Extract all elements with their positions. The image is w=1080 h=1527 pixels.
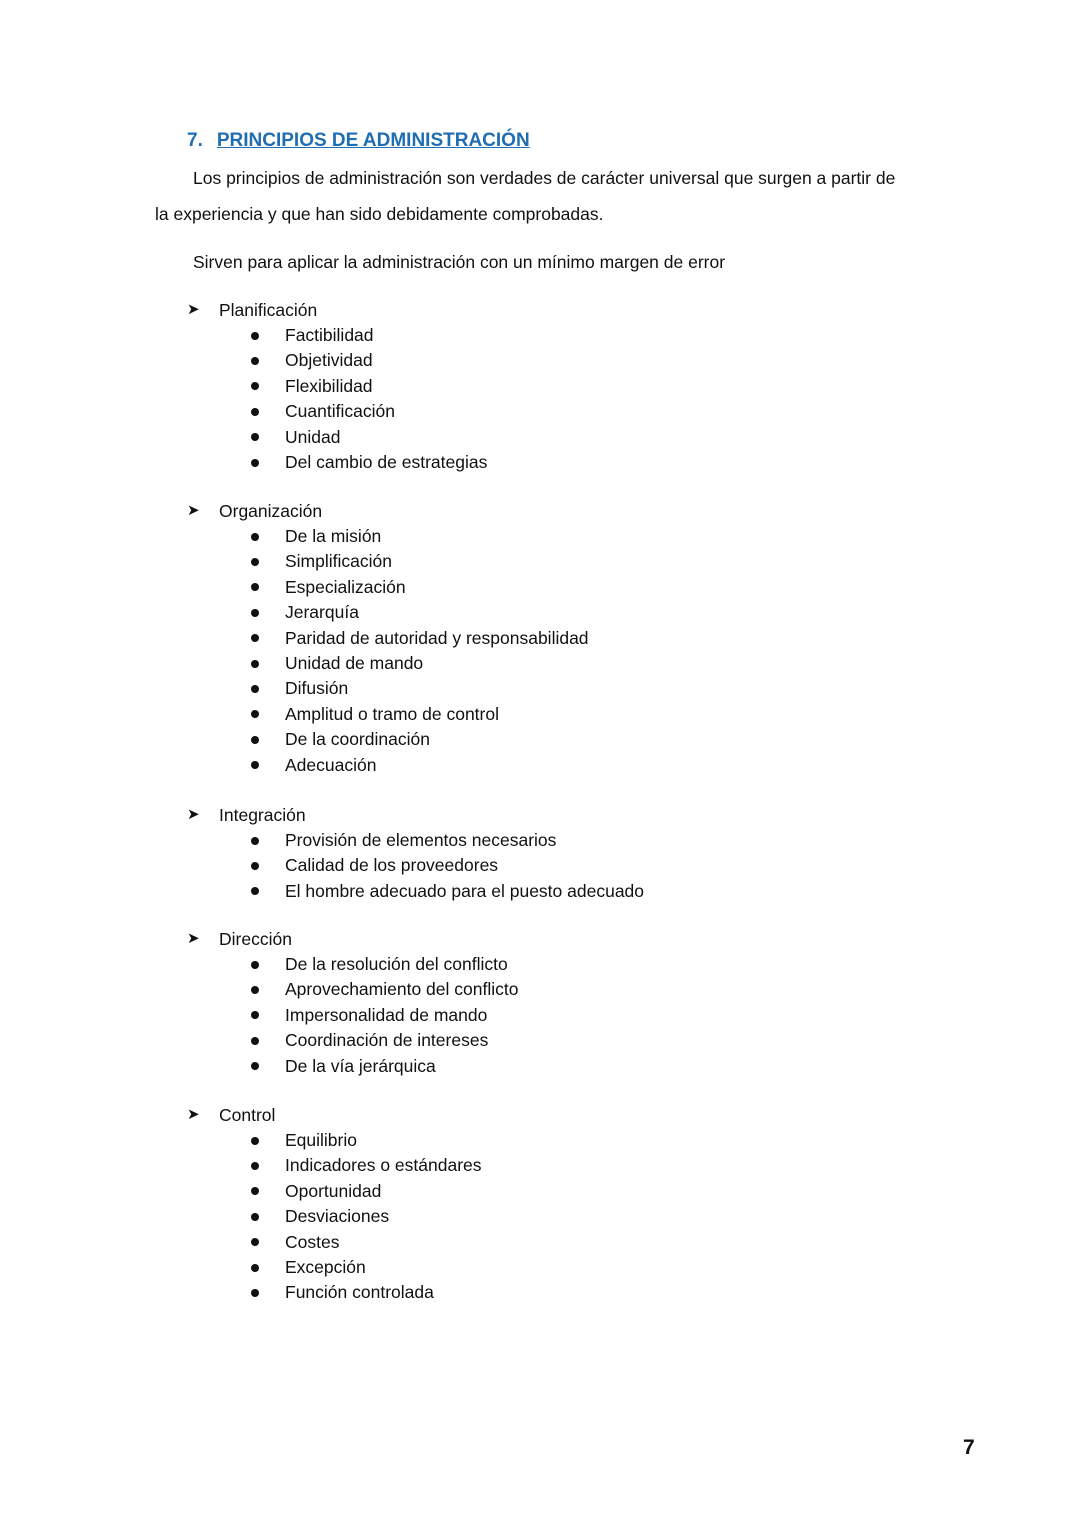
group-title-label: Integración bbox=[219, 805, 306, 825]
arrow-bullet-icon: ➤ bbox=[187, 930, 200, 947]
group-title bbox=[187, 802, 947, 828]
list-item bbox=[187, 727, 947, 752]
bullet-icon bbox=[251, 986, 259, 994]
bullet-icon bbox=[251, 761, 259, 769]
list-item bbox=[187, 524, 947, 549]
bullet-icon bbox=[251, 1264, 259, 1272]
list-item-label: Costes bbox=[285, 1231, 340, 1252]
list-item-label: Paridad de autoridad y responsabilidad bbox=[285, 627, 589, 648]
list-item bbox=[187, 828, 947, 853]
bullet-icon bbox=[251, 1238, 259, 1246]
list-item bbox=[187, 1028, 947, 1053]
group-title bbox=[187, 297, 947, 323]
page-number: 7 bbox=[963, 1436, 975, 1459]
list-item-label: Impersonalidad de mando bbox=[285, 1004, 488, 1025]
list-item bbox=[187, 952, 947, 977]
list-item bbox=[187, 853, 947, 878]
list-item-label: Objetividad bbox=[285, 350, 373, 371]
bullet-icon bbox=[251, 887, 259, 895]
bullet-icon bbox=[251, 459, 259, 467]
bullet-icon bbox=[251, 408, 259, 416]
list-item bbox=[187, 651, 947, 676]
bullet-icon bbox=[251, 609, 259, 617]
bullet-icon bbox=[251, 1213, 259, 1221]
list-item-label: Indicadores o estándares bbox=[285, 1155, 482, 1176]
list-item bbox=[187, 1230, 947, 1255]
list-item bbox=[187, 600, 947, 625]
list-item bbox=[187, 374, 947, 399]
principle-group-planificacion bbox=[187, 297, 947, 475]
group-title-label: Organización bbox=[219, 501, 323, 521]
intro-paragraph-line-2: la experiencia y que han sido debidamente comprobadas. bbox=[155, 204, 604, 224]
list-item-label: Cuantificación bbox=[285, 401, 395, 422]
list-item bbox=[187, 1128, 947, 1153]
bullet-icon bbox=[251, 710, 259, 718]
list-item-label: Oportunidad bbox=[285, 1180, 382, 1201]
bullet-icon bbox=[251, 558, 259, 566]
purpose-paragraph: Sirven para aplicar la administración con un mínimo margen de error bbox=[193, 252, 726, 272]
list-item-label: Provisión de elementos necesarios bbox=[285, 830, 557, 850]
list-item-label: Excepción bbox=[285, 1256, 366, 1277]
list-item-label: De la coordinación bbox=[285, 729, 430, 750]
list-item-label: De la misión bbox=[285, 526, 382, 546]
principle-group-direccion bbox=[187, 926, 947, 1079]
principle-group-control bbox=[187, 1102, 947, 1306]
list-item-label: Amplitud o tramo de control bbox=[285, 703, 499, 724]
list-item bbox=[187, 1153, 947, 1178]
bullet-icon bbox=[251, 1289, 259, 1297]
section-number: 7. bbox=[187, 130, 203, 151]
list-item-label: Adecuación bbox=[285, 754, 377, 775]
list-item-label: El hombre adecuado para el puesto adecuado bbox=[285, 880, 645, 901]
section-title: PRINCIPIOS DE ADMINISTRACIÓN bbox=[216, 130, 530, 151]
arrow-bullet-icon: ➤ bbox=[187, 301, 200, 318]
list-item-label: Flexibilidad bbox=[285, 375, 373, 396]
list-item bbox=[187, 676, 947, 701]
list-item bbox=[187, 1054, 947, 1079]
list-item-label: Difusión bbox=[285, 678, 349, 699]
arrow-bullet-icon: ➤ bbox=[187, 806, 200, 823]
list-item bbox=[187, 323, 947, 348]
bullet-icon bbox=[251, 1162, 259, 1170]
list-item bbox=[187, 1204, 947, 1229]
list-item-label: Aprovechamiento del conflicto bbox=[285, 979, 519, 1000]
bullet-icon bbox=[251, 660, 259, 668]
bullet-icon bbox=[251, 332, 259, 340]
list-item-label: De la resolución del conflicto bbox=[285, 954, 508, 974]
group-title-label: Planificación bbox=[219, 300, 318, 320]
principle-group-organizacion bbox=[187, 498, 947, 778]
bullet-icon bbox=[251, 1137, 259, 1145]
list-item bbox=[187, 1003, 947, 1028]
bullet-icon bbox=[251, 1011, 259, 1019]
principle-group-integracion bbox=[187, 802, 947, 904]
list-item bbox=[187, 549, 947, 574]
section-heading bbox=[187, 130, 530, 152]
list-item bbox=[187, 450, 947, 475]
bullet-icon bbox=[251, 433, 259, 441]
list-item bbox=[187, 575, 947, 600]
list-item-label: Función controlada bbox=[285, 1282, 434, 1303]
list-item-label: Desviaciones bbox=[285, 1206, 390, 1227]
bullet-icon bbox=[251, 583, 259, 591]
list-item bbox=[187, 399, 947, 424]
list-item-label: Unidad bbox=[285, 426, 341, 447]
list-item-label: Simplificación bbox=[285, 551, 392, 572]
list-item-label: Equilibrio bbox=[285, 1130, 357, 1150]
list-item bbox=[187, 1179, 947, 1204]
list-item-label: Especialización bbox=[285, 576, 406, 597]
intro-paragraph-line-1: Los principios de administración son verdades de carácter universal que surgen a partir de bbox=[193, 168, 896, 188]
list-item-label: De la vía jerárquica bbox=[285, 1055, 436, 1076]
bullet-icon bbox=[251, 533, 259, 541]
list-item-label: Calidad de los proveedores bbox=[285, 855, 499, 876]
bullet-icon bbox=[251, 382, 259, 390]
list-item bbox=[187, 1255, 947, 1280]
bullet-icon bbox=[251, 634, 259, 642]
group-title-label: Control bbox=[219, 1105, 276, 1125]
list-item-label: Jerarquía bbox=[285, 602, 359, 623]
list-item bbox=[187, 702, 947, 727]
bullet-icon bbox=[251, 1187, 259, 1195]
list-item bbox=[187, 1280, 947, 1305]
list-item bbox=[187, 425, 947, 450]
group-title bbox=[187, 1102, 947, 1128]
list-item-label: Coordinación de intereses bbox=[285, 1030, 489, 1051]
list-item bbox=[187, 348, 947, 373]
bullet-icon bbox=[251, 357, 259, 365]
bullet-icon bbox=[251, 837, 259, 845]
bullet-icon bbox=[251, 862, 259, 870]
group-title bbox=[187, 498, 947, 524]
list-item-label: Unidad de mando bbox=[285, 652, 424, 673]
arrow-bullet-icon: ➤ bbox=[187, 1106, 200, 1123]
bullet-icon bbox=[251, 1062, 259, 1070]
bullet-icon bbox=[251, 736, 259, 744]
bullet-icon bbox=[251, 961, 259, 969]
list-item bbox=[187, 977, 947, 1002]
list-item bbox=[187, 879, 947, 904]
group-title-label: Dirección bbox=[219, 929, 292, 949]
list-item-label: Factibilidad bbox=[285, 325, 374, 345]
bullet-icon bbox=[251, 1037, 259, 1045]
list-item bbox=[187, 626, 947, 651]
arrow-bullet-icon: ➤ bbox=[187, 502, 200, 519]
group-title bbox=[187, 926, 947, 952]
bullet-icon bbox=[251, 685, 259, 693]
list-item-label: Del cambio de estrategias bbox=[285, 451, 488, 472]
list-item bbox=[187, 753, 947, 778]
